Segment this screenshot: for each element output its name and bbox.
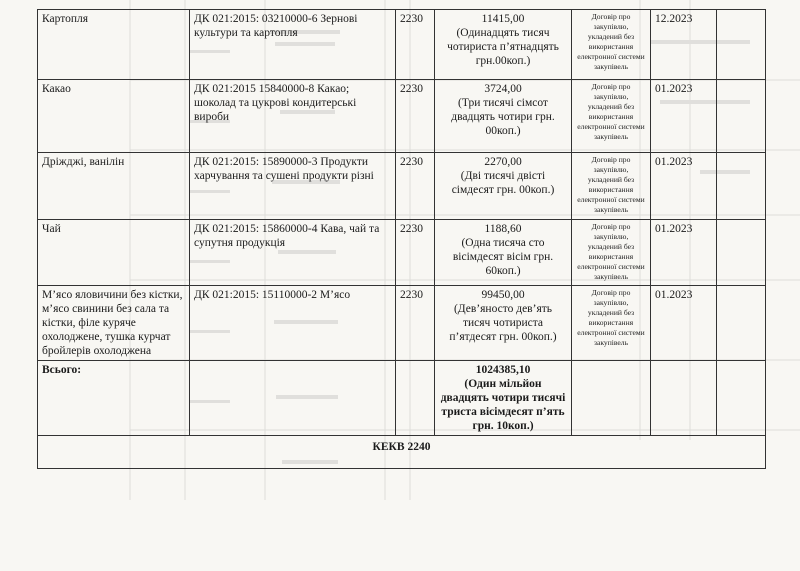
procurement-table — [37, 9, 766, 469]
table-row — [38, 80, 766, 153]
total-sum-cell — [435, 361, 572, 436]
sum-cell — [435, 80, 572, 153]
sum-value: 2270,00 — [484, 156, 522, 168]
total-sum-words: (Один мільйон двадцять чотири тисячі триста вісімдесят п’ять грн. 10коп.) — [440, 378, 566, 432]
sum-words: (Дев’яносто дев’ять тисяч чотириста п’ятдесят грн. 00коп.) — [449, 303, 557, 343]
total-empty-cell — [651, 361, 717, 436]
start-date: 01.2023 — [651, 286, 717, 361]
total-sum-value: 1024385,10 — [475, 364, 531, 376]
kekv-code: 2230 — [396, 80, 435, 153]
sum-cell — [435, 286, 572, 361]
procedure-type: Договір про закупівлю, укладений без використання електронної системи закупівель — [572, 80, 651, 153]
total-empty-cell — [572, 361, 651, 436]
sum-value: 3724,00 — [484, 83, 522, 95]
dk-code: ДК 021:2015: 15860000-4 Кава, чай та супутня продукція — [190, 220, 396, 286]
item-name: М’ясо яловичини без кістки, м’ясо свинини без сала та кістки, філе куряче охолоджене, тушка курчат бройлерів охолоджена — [38, 286, 190, 361]
table-row — [38, 153, 766, 220]
total-empty-cell — [717, 361, 766, 436]
total-label: Всього: — [38, 361, 190, 436]
table-row — [38, 220, 766, 286]
start-date: 01.2023 — [651, 80, 717, 153]
kekv-code: 2230 — [396, 10, 435, 80]
sum-cell — [435, 153, 572, 220]
section-heading-row — [38, 436, 766, 469]
dk-code: ДК 021:2015: 15890000-3 Продукти харчування та сушені продукти різні — [190, 153, 396, 220]
start-date: 12.2023 — [651, 10, 717, 80]
item-name: Чай — [38, 220, 190, 286]
sum-value: 1188,60 — [484, 223, 522, 235]
dk-code: ДК 021:2015 15840000-8 Какао; шоколад та цукрові кондитерські вироби — [190, 80, 396, 153]
note-cell — [717, 286, 766, 361]
kekv-code: 2230 — [396, 286, 435, 361]
note-cell — [717, 220, 766, 286]
sum-words: (Одна тисяча сто вісімдесят вісім грн. 60коп.) — [452, 237, 554, 277]
sum-words: (Одинадцять тисяч чотириста п’ятнадцять грн.00коп.) — [447, 27, 559, 67]
dk-code: ДК 021:2015: 15110000-2 М’ясо — [190, 286, 396, 361]
note-cell — [717, 153, 766, 220]
sum-words: (Три тисячі сімсот двадцять чотири грн. 00коп.) — [451, 97, 555, 137]
kekv-code: 2230 — [396, 153, 435, 220]
start-date: 01.2023 — [651, 220, 717, 286]
sum-words: (Дві тисячі двісті сімдесят грн. 00коп.) — [451, 170, 555, 196]
item-name: Какао — [38, 80, 190, 153]
note-cell — [717, 10, 766, 80]
sum-cell — [435, 220, 572, 286]
procedure-type: Договір про закупівлю, укладений без використання електронної системи закупівель — [572, 153, 651, 220]
table-row — [38, 286, 766, 361]
table-row — [38, 10, 766, 80]
dk-code: ДК 021:2015: 03210000-6 Зернові культури та картопля — [190, 10, 396, 80]
procedure-type: Договір про закупівлю, укладений без використання електронної системи закупівель — [572, 286, 651, 361]
sum-value: 99450,00 — [481, 289, 525, 301]
total-empty-cell — [190, 361, 396, 436]
start-date: 01.2023 — [651, 153, 717, 220]
item-name: Дріжджі, ванілін — [38, 153, 190, 220]
procedure-type: Договір про закупівлю, укладений без використання електронної системи закупівель — [572, 10, 651, 80]
sum-value: 11415,00 — [481, 13, 525, 25]
sum-cell — [435, 10, 572, 80]
item-name: Картопля — [38, 10, 190, 80]
total-empty-cell — [396, 361, 435, 436]
note-cell — [717, 80, 766, 153]
procedure-type: Договір про закупівлю, укладений без використання електронної системи закупівель — [572, 220, 651, 286]
section-heading: КЕКВ 2240 — [38, 436, 766, 469]
total-row — [38, 361, 766, 436]
kekv-code: 2230 — [396, 220, 435, 286]
